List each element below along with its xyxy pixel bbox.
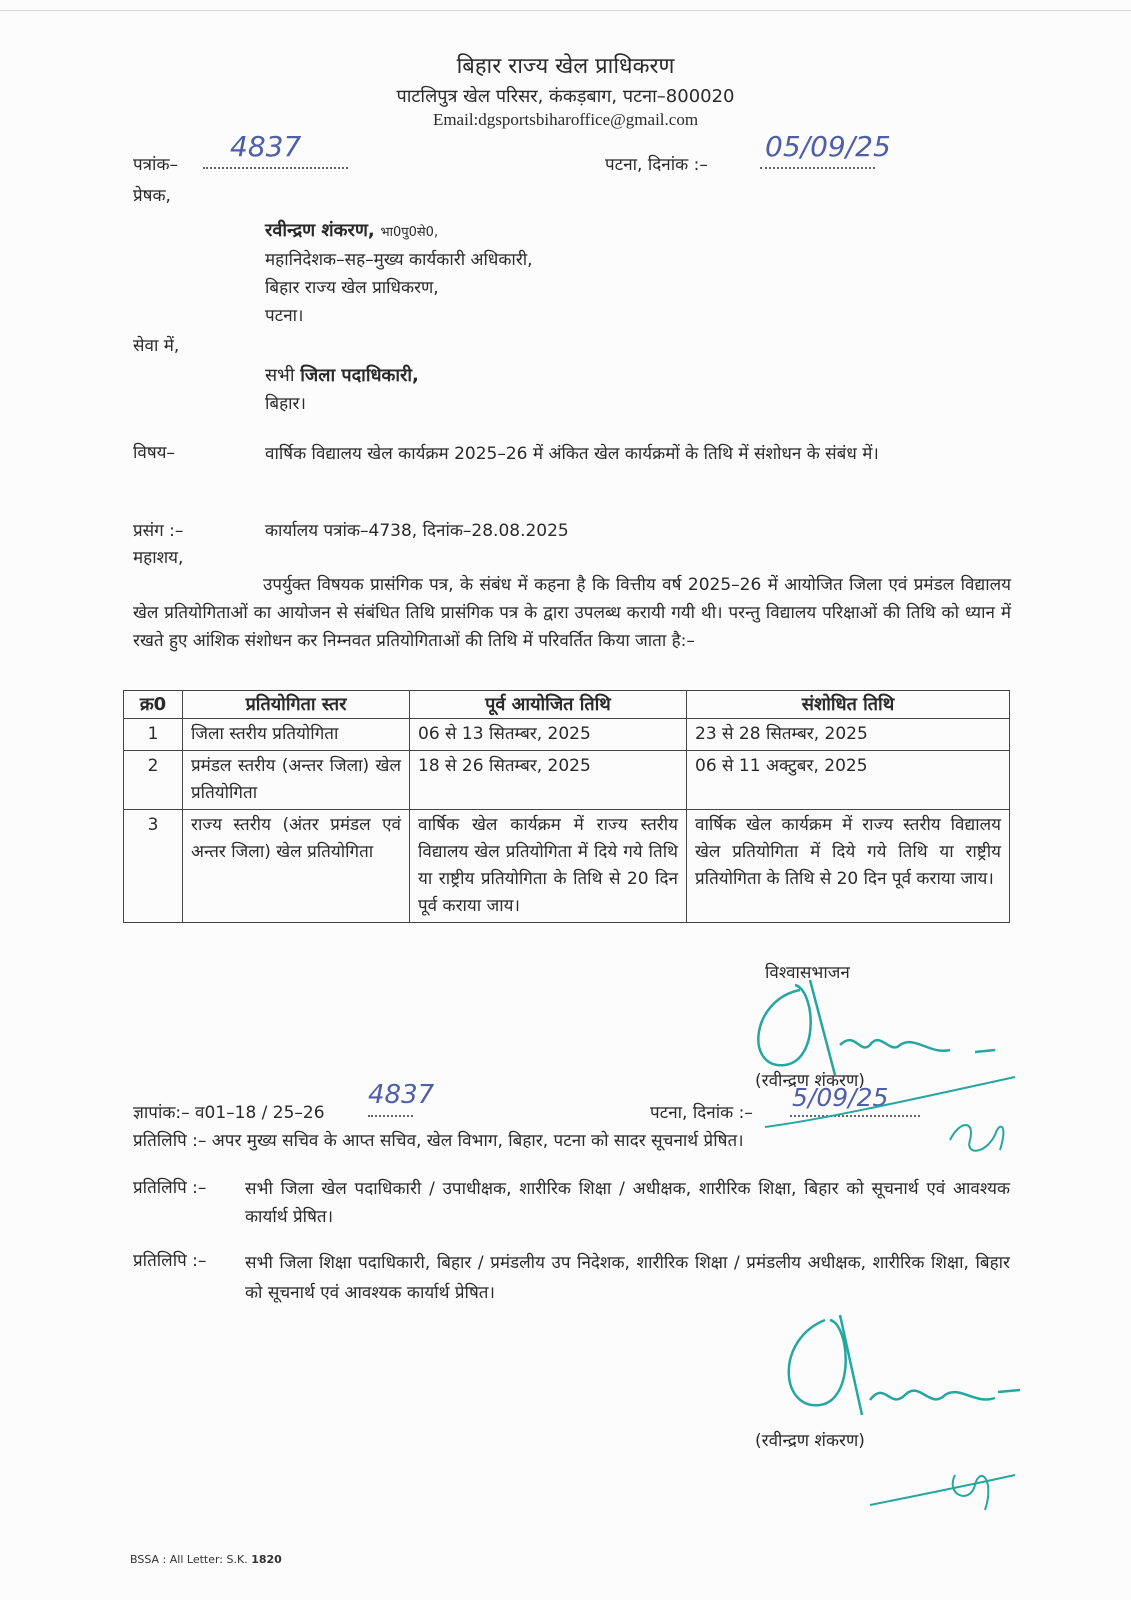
sender-name: रवीन्द्रण शंकरण, xyxy=(265,220,375,241)
date-label: पटना, दिनांक :– xyxy=(605,155,708,175)
reference-label: प्रसंग :– xyxy=(133,521,184,541)
org-address: पाटलिपुत्र खेल परिसर, कंकड़बाग, पटना–800020 xyxy=(396,86,735,107)
org-name-heading: बिहार राज्य खेल प्राधिकरण xyxy=(456,54,675,79)
subject-label: विषय– xyxy=(133,443,176,463)
cell-level: राज्य स्तरीय (अंतर प्रमंडल एवं अन्तर जिला) खेल प्रतियोगिता xyxy=(183,810,410,923)
sender-service: भा0पु0से0, xyxy=(380,225,439,240)
date-handwritten: 05/09/25 xyxy=(765,130,891,163)
cell-revised-date: 06 से 11 अक्टुबर, 2025 xyxy=(687,751,1010,810)
sender-office: बिहार राज्य खेल प्राधिकरण, xyxy=(265,278,439,298)
signatory-name-1: (रवीन्द्रण शंकरण) xyxy=(755,1071,865,1091)
cell-serial: 1 xyxy=(124,719,183,751)
sender-name-line xyxy=(265,218,438,242)
sender-designation: महानिदेशक–सह–मुख्य कार्यकारी अधिकारी, xyxy=(265,250,533,270)
letter-number-label: पत्रांक– xyxy=(133,155,178,175)
reference-text: कार्यालय पत्रांक–4738, दिनांक–28.08.2025 xyxy=(265,521,569,541)
footer-prefix: BSSA : All Letter: S.K. xyxy=(130,1553,248,1566)
memo-number-handwritten: 4837 xyxy=(368,1080,435,1110)
initial-mark-1 xyxy=(760,1065,1030,1155)
footer-number: 1820 xyxy=(251,1553,282,1566)
copy-2-label: प्रतिलिपि :– xyxy=(133,1178,207,1198)
col-header-revised-date: संशोधित तिथि xyxy=(687,691,1010,719)
cell-old-date: 18 से 26 सितम्बर, 2025 xyxy=(410,751,687,810)
copy-1 xyxy=(133,1128,744,1151)
memo-date-handwritten: 5/09/25 xyxy=(792,1083,889,1112)
revised-dates-table xyxy=(123,690,1010,923)
copy-1-label: प्रतिलिपि :– xyxy=(133,1131,207,1151)
cell-level: प्रमंडल स्तरीय (अन्तर जिला) खेल प्रतियोगिता xyxy=(183,751,410,810)
footer-reference xyxy=(130,1553,282,1566)
org-email: Email:dgsportsbiharoffice@gmail.com xyxy=(432,110,699,129)
salutation: महाशय, xyxy=(133,548,184,568)
col-header-old-date: पूर्व आयोजित तिथि xyxy=(410,691,687,719)
table-row xyxy=(124,810,1010,923)
letter-number-handwritten: 4837 xyxy=(230,130,302,163)
cell-serial: 3 xyxy=(124,810,183,923)
closing-yours-faithfully: विश्वासभाजन xyxy=(765,963,850,983)
cell-old-date: 06 से 13 सितम्बर, 2025 xyxy=(410,719,687,751)
memo-number-label: ज्ञापांक:– व01–18 / 25–26 xyxy=(133,1103,325,1123)
body-text: उपर्युक्त विषयक प्रासंगिक पत्र, के संबंध में कहना है कि वित्तीय वर्ष 2025–26 में आयोजित जिला एवं प्रमंडल विद्यालय खेल प्रतियोगिताओं का आयोजन से संबंधित तिथि प्रासंगिक पत्र के द्वारा उपलब्ध करायी गयी थी। परन्तु विद्यालय परिक्षाओं की तिथि को ध्यान में रखते हुए आंशिक संशोधन कर निम्नवत प्रतियोगिताओं की तिथि में परिवर्तित किया जाता है:– xyxy=(133,575,1011,651)
scan-edge-line xyxy=(0,10,1131,11)
recipient-title: जिला पदाधिकारी, xyxy=(300,365,419,386)
col-header-level: प्रतियोगिता स्तर xyxy=(183,691,410,719)
recipient-label: सेवा में, xyxy=(133,336,180,356)
copy-2-text: सभी जिला खेल पदाधिकारी / उपाधीक्षक, शारीरिक शिक्षा / अधीक्षक, शारीरिक शिक्षा, बिहार को सूचनार्थ एवं आवश्यक कार्यार्थ प्रेषित। xyxy=(245,1179,1010,1227)
recipient-state: बिहार। xyxy=(265,394,306,414)
copy-3-label: प्रतिलिपि :– xyxy=(133,1251,207,1271)
signature-2 xyxy=(770,1280,1030,1520)
table-row xyxy=(124,751,1010,810)
cell-serial: 2 xyxy=(124,751,183,810)
table-row xyxy=(124,719,1010,751)
col-header-serial: क्र0 xyxy=(124,691,183,719)
body-paragraph xyxy=(133,571,1011,655)
copy-3-text: सभी जिला शिक्षा पदाधिकारी, बिहार / प्रमंडलीय उप निदेशक, शारीरिक शिक्षा / प्रमंडलीय अधीक्षक, शारीरिक शिक्षा, बिहार को सूचनार्थ एवं आवश्यक कार्यार्थ प्रेषित। xyxy=(245,1253,1010,1303)
cell-old-date: वार्षिक खेल कार्यक्रम में राज्य स्तरीय विद्यालय खेल प्रतियोगिता में दिये गये तिथि या राष्ट्रीय प्रतियोगिता के तिथि से 20 दिन पूर्व कराया जाय। xyxy=(410,810,687,923)
recipient-prefix: सभी xyxy=(265,365,295,386)
table-header-row xyxy=(124,691,1010,719)
cell-revised-date: 23 से 28 सितम्बर, 2025 xyxy=(687,719,1010,751)
cell-revised-date: वार्षिक खेल कार्यक्रम में राज्य स्तरीय विद्यालय खेल प्रतियोगिता में दिये गये तिथि या राष्ट्रीय प्रतियोगिता के तिथि से 20 दिन पूर्व कराया जाय। xyxy=(687,810,1010,923)
signatory-name-2: (रवीन्द्रण शंकरण) xyxy=(755,1431,865,1451)
memo-date-label: पटना, दिनांक :– xyxy=(650,1103,753,1123)
cell-level: जिला स्तरीय प्रतियोगिता xyxy=(183,719,410,751)
copy-1-text: अपर मुख्य सचिव के आप्त सचिव, खेल विभाग, बिहार, पटना को सादर सूचनार्थ प्रेषित। xyxy=(211,1131,744,1151)
sender-city: पटना। xyxy=(265,306,304,326)
subject-text: वार्षिक विद्यालय खेल कार्यक्रम 2025–26 में अंकित खेल कार्यक्रमों के तिथि में संशोधन के संबंध में। xyxy=(265,444,879,464)
sender-label: प्रेषक, xyxy=(133,186,171,206)
recipient-line xyxy=(265,363,419,387)
